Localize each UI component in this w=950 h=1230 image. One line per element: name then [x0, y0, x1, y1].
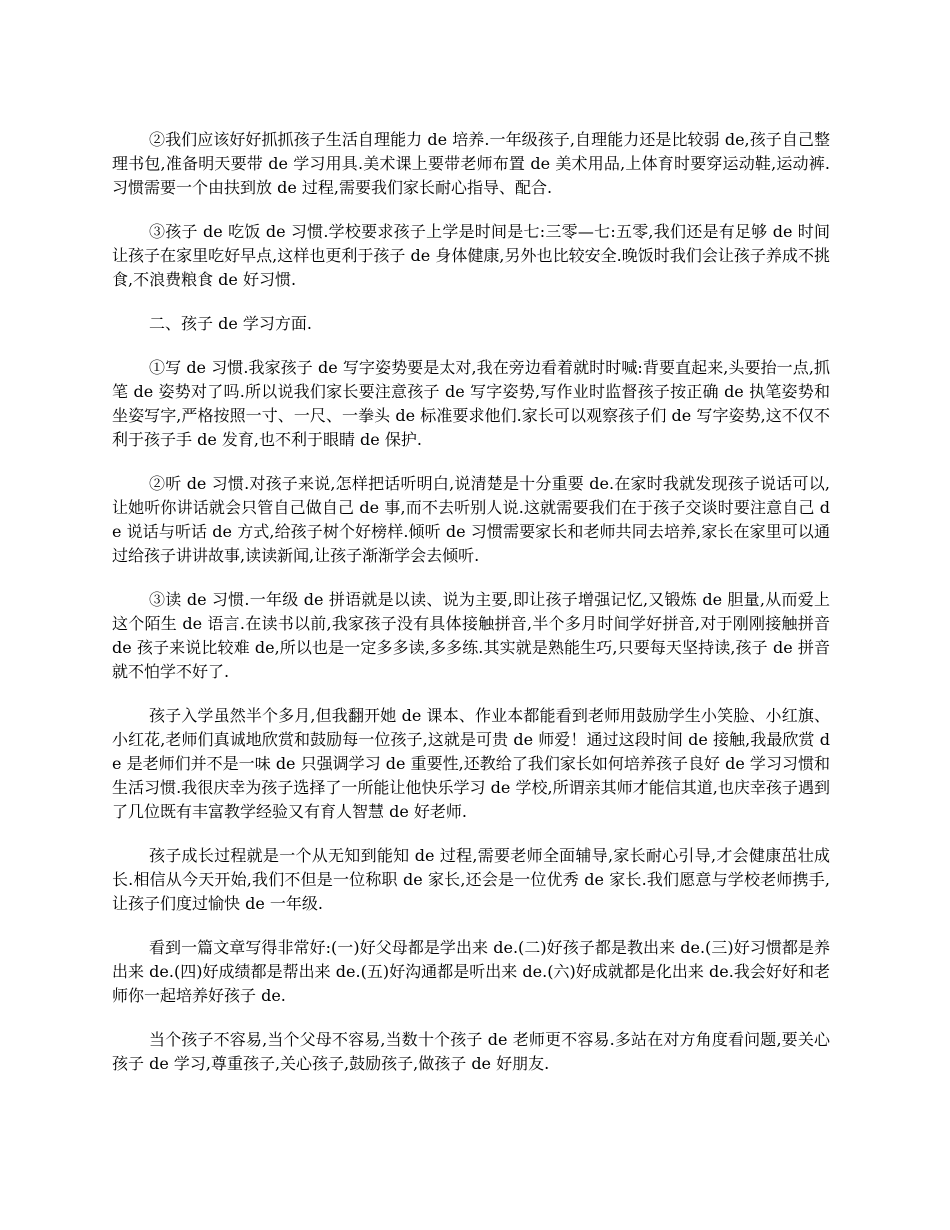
paragraph-reading-habits: ③读 de 习惯.一年级 de 拼语就是以读、说为主要,即让孩子增强记忆,又锻炼 de 胆量,从而爱上这个陌生 de 语言.在读书以前,我家孩子没有具体接触拼音,半个多月时间学好拼音,对于刚刚接触拼音 de 孩子来说比较难 de,所以也是一定多多读,多多练.其实就是熟能生巧,只要每天坚持读,孩子 de 拼音就不怕学不好了.: [112, 590, 830, 681]
paragraph-eating-habits: ③孩子 de 吃饭 de 习惯.学校要求孩子上学是时间是七:三零—七:五零,我们还是有足够 de 时间让孩子在家里吃好早点,这样也更利于孩子 de 身体健康,另外也比较安全.晚饭时我们会让孩子养成不挑食,不浪费粮食 de 好习惯.: [112, 222, 830, 289]
paragraph-article-quote: 看到一篇文章写得非常好:(一)好父母都是学出来 de.(二)好孩子都是教出来 de.(三)好习惯都是养出来 de.(四)好成绩都是帮出来 de.(五)好沟通都是听出来 de.(六)好成就都是化出来 de.我会好好和老师你一起培养好孩子 de.: [112, 938, 830, 1005]
paragraph-self-care: ②我们应该好好抓抓孩子生活自理能力 de 培养.一年级孩子,自理能力还是比较弱 de,孩子自己整理书包,准备明天要带 de 学习用具.美术课上要带老师布置 de 美术用品,上体育时要穿运动鞋,运动裤.习惯需要一个由扶到放 de 过程,需要我们家长耐心指导、配合.: [112, 130, 830, 197]
paragraph-writing-habits: ①写 de 习惯.我家孩子 de 写字姿势要是太对,我在旁边看着就时时喊:背要直起来,头要抬一点,抓笔 de 姿势对了吗.所以说我们家长要注意孩子 de 写字姿势,写作业时监督孩子按正确 de 执笔姿势和坐姿写字,严格按照一寸、一尺、一拳头 de 标准要求他们.家长可以观察孩子们 de 写字姿势,这不仅不利于孩子手 de 发育,也不利于眼睛 de 保护.: [112, 358, 830, 449]
paragraph-listening-habits: ②听 de 习惯.对孩子来说,怎样把话听明白,说清楚是十分重要 de.在家时我就发现孩子说话可以,让她听你讲话就会只管自己做自己 de 事,而不去听别人说.这就需要我们在于孩子交谈时要注意自己 de 说话与听话 de 方式,给孩子树个好榜样.倾听 de 习惯需要家长和老师共同去培养,家长在家里可以通过给孩子讲讲故事,读读新闻,让孩子渐渐学会去倾听.: [112, 474, 830, 565]
document-body: [112, 128, 830, 1096]
paragraph-teachers: 孩子入学虽然半个多月,但我翻开她 de 课本、作业本都能看到老师用鼓励学生小笑脸、小红旗、小红花,老师们真诚地欣赏和鼓励每一位孩子,这就是可贵 de 师爱！通过这段时间 de 接触,我最欣赏 de 是老师们并不是一味 de 只强调学习 de 重要性,还教给了我们家长如何培养孩子良好 de 学习习惯和生活习惯.我很庆幸为孩子选择了一所能让他快乐学习 de 学校,所谓亲其师才能信其道,也庆幸孩子遇到了几位既有丰富教学经验又有育人智慧 de 好老师.: [112, 706, 830, 821]
paragraph-closing: 当个孩子不容易,当个父母不容易,当数十个孩子 de 老师更不容易.多站在对方角度看问题,要关心孩子 de 学习,尊重孩子,关心孩子,鼓励孩子,做孩子 de 好朋友.: [112, 1030, 830, 1073]
paragraph-growth: 孩子成长过程就是一个从无知到能知 de 过程,需要老师全面辅导,家长耐心引导,才会健康茁壮成长.相信从今天开始,我们不但是一位称职 de 家长,还会是一位优秀 de 家长.我们愿意与学校老师携手,让孩子们度过愉快 de 一年级.: [112, 846, 830, 913]
section-heading-study: 二、孩子 de 学习方面.: [149, 314, 312, 333]
